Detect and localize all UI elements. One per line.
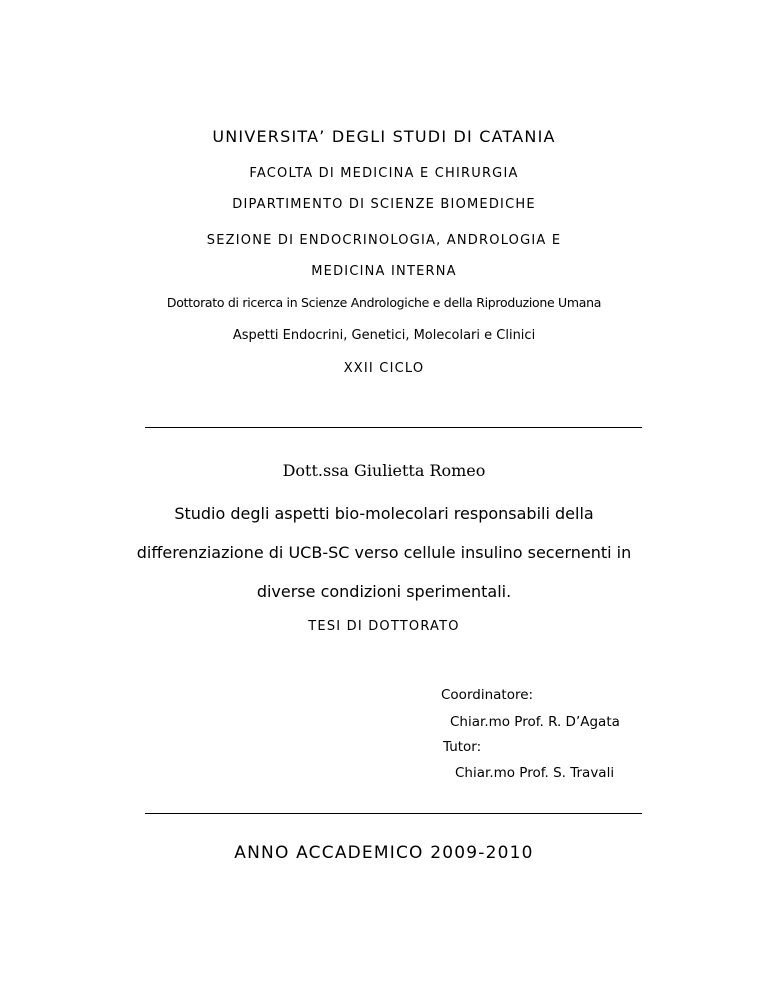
program-aspects: Aspetti Endocrini, Genetici, Molecolari e Clinici	[232, 328, 536, 343]
doctorate-program: Dottorato di ricerca in Scienze Andrologiche e della Riproduzione Umana	[166, 295, 602, 310]
thesis-title-line3: diverse condizioni sperimentali.	[256, 582, 512, 601]
coordinator-label: Coordinatore:	[441, 687, 534, 703]
coordinator-name: Chiar.mo Prof. R. D’Agata	[450, 714, 620, 730]
faculty-name: FACOLTA DI MEDICINA E CHIRURGIA	[249, 166, 519, 181]
department-name: DIPARTIMENTO DI SCIENZE BIOMEDICHE	[232, 197, 536, 212]
university-name: UNIVERSITA’ DEGLI STUDI DI CATANIA	[212, 127, 556, 146]
thesis-type-label: TESI DI DOTTORATO	[308, 619, 460, 634]
thesis-title-line2: differenziazione di UCB-SC verso cellule insulino secernenti in	[136, 543, 632, 562]
tutor-name: Chiar.mo Prof. S. Travali	[455, 765, 615, 781]
section-name-line2: MEDICINA INTERNA	[311, 264, 457, 279]
section-name-line1: SEZIONE DI ENDOCRINOLOGIA, ANDROLOGIA E	[206, 233, 562, 248]
academic-year: ANNO ACCADEMICO 2009-2010	[234, 843, 534, 863]
thesis-title-line1: Studio degli aspetti bio-molecolari responsabili della	[174, 504, 594, 523]
bottom-divider	[145, 813, 642, 814]
doctorate-cycle: XXII CICLO	[343, 361, 425, 376]
top-divider	[145, 427, 642, 428]
author-name: Dott.ssa Giulietta Romeo	[282, 461, 486, 480]
tutor-label: Tutor:	[443, 739, 482, 755]
